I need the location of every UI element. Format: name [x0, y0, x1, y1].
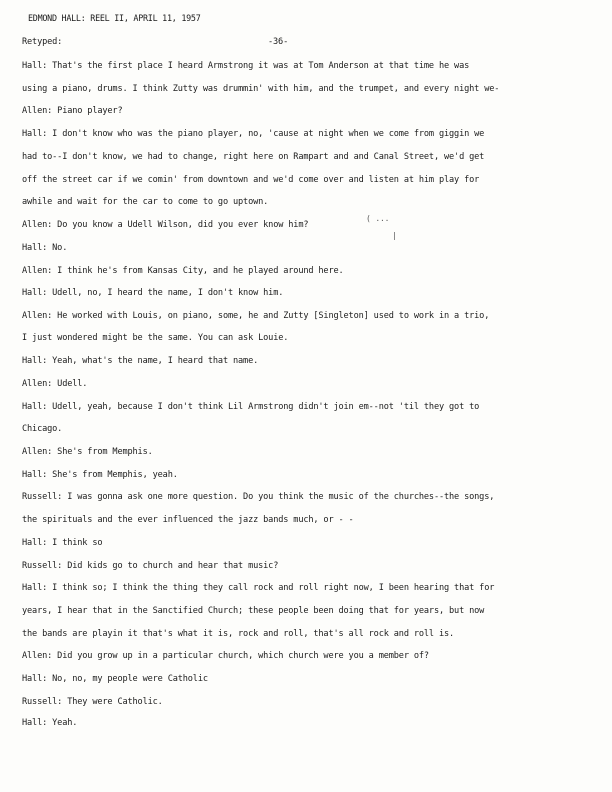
transcript-line: Allen: Piano player?	[22, 106, 123, 116]
transcript-line: Allen: Did you grow up in a particular church, which church were you a member of?	[22, 651, 429, 661]
transcript-line: Hall: She's from Memphis, yeah.	[22, 470, 178, 480]
transcript-line: the bands are playin it that's what it is, rock and roll, that's all rock and roll is.	[22, 629, 455, 639]
transcript-line: Hall: No, no, my people were Catholic	[22, 674, 208, 684]
transcript-line: Russell: I was gonna ask one more question. Do you think the music of the churches--the songs,	[22, 492, 495, 502]
transcript-line: the spirituals and the ever influenced the jazz bands much, or - -	[22, 515, 354, 525]
transcript-line: Allen: Do you know a Udell Wilson, did you ever know him?	[22, 220, 309, 230]
document-header: EDMOND HALL: REEL II, APRIL 11, 1957	[28, 13, 201, 23]
transcript-line: using a piano, drums. I think Zutty was drummin' with him, and the trumpet, and every night we-	[22, 84, 500, 94]
transcript-line: Hall: Yeah.	[22, 718, 78, 728]
handwritten-mark: ( ...	[366, 214, 390, 223]
transcript-line: Hall: Udell, no, I heard the name, I don't know him.	[22, 288, 284, 298]
transcript-line: Russell: Did kids go to church and hear that music?	[22, 561, 279, 571]
transcript-line: Hall: I think so; I think the thing they call rock and roll right now, I been hearing that for	[22, 583, 495, 593]
transcript-line: Allen: He worked with Louis, on piano, some, he and Zutty [Singleton] used to work in a trio,	[22, 311, 490, 321]
transcript-line: Allen: I think he's from Kansas City, and he played around here.	[22, 266, 344, 276]
transcript-line: Allen: She's from Memphis.	[22, 447, 153, 457]
transcript-line: had to--I don't know, we had to change, right here on Rampart and and Canal Street, we'd get	[22, 152, 485, 162]
transcript-line: Hall: I don't know who was the piano player, no, 'cause at night when we come from giggin we	[22, 129, 485, 139]
transcript-line: Hall: That's the first place I heard Armstrong it was at Tom Anderson at that time he was	[22, 61, 470, 71]
page-number: -36-	[268, 37, 289, 47]
transcript-line: Chicago.	[22, 424, 63, 434]
transcript-line: Allen: Udell.	[22, 379, 88, 389]
retyped-label: Retyped:	[22, 37, 63, 47]
transcript-line: Hall: I think so	[22, 538, 103, 548]
handwritten-mark: |	[392, 231, 397, 240]
transcript-line: awhile and wait for the car to come to go uptown.	[22, 197, 269, 207]
transcript-line: Hall: Yeah, what's the name, I heard that name.	[22, 356, 259, 366]
transcript-line: off the street car if we comin' from downtown and we'd come over and listen at him play for	[22, 175, 480, 185]
transcript-line: I just wondered might be the same. You can ask Louie.	[22, 333, 289, 343]
transcript-line: Hall: No.	[22, 243, 68, 253]
transcript-line: Russell: They were Catholic.	[22, 697, 163, 707]
transcript-line: years, I hear that in the Sanctified Church; these people been doing that for years, but now	[22, 606, 485, 616]
transcript-line: Hall: Udell, yeah, because I don't think Lil Armstrong didn't join em--not 'til they got to	[22, 402, 480, 412]
